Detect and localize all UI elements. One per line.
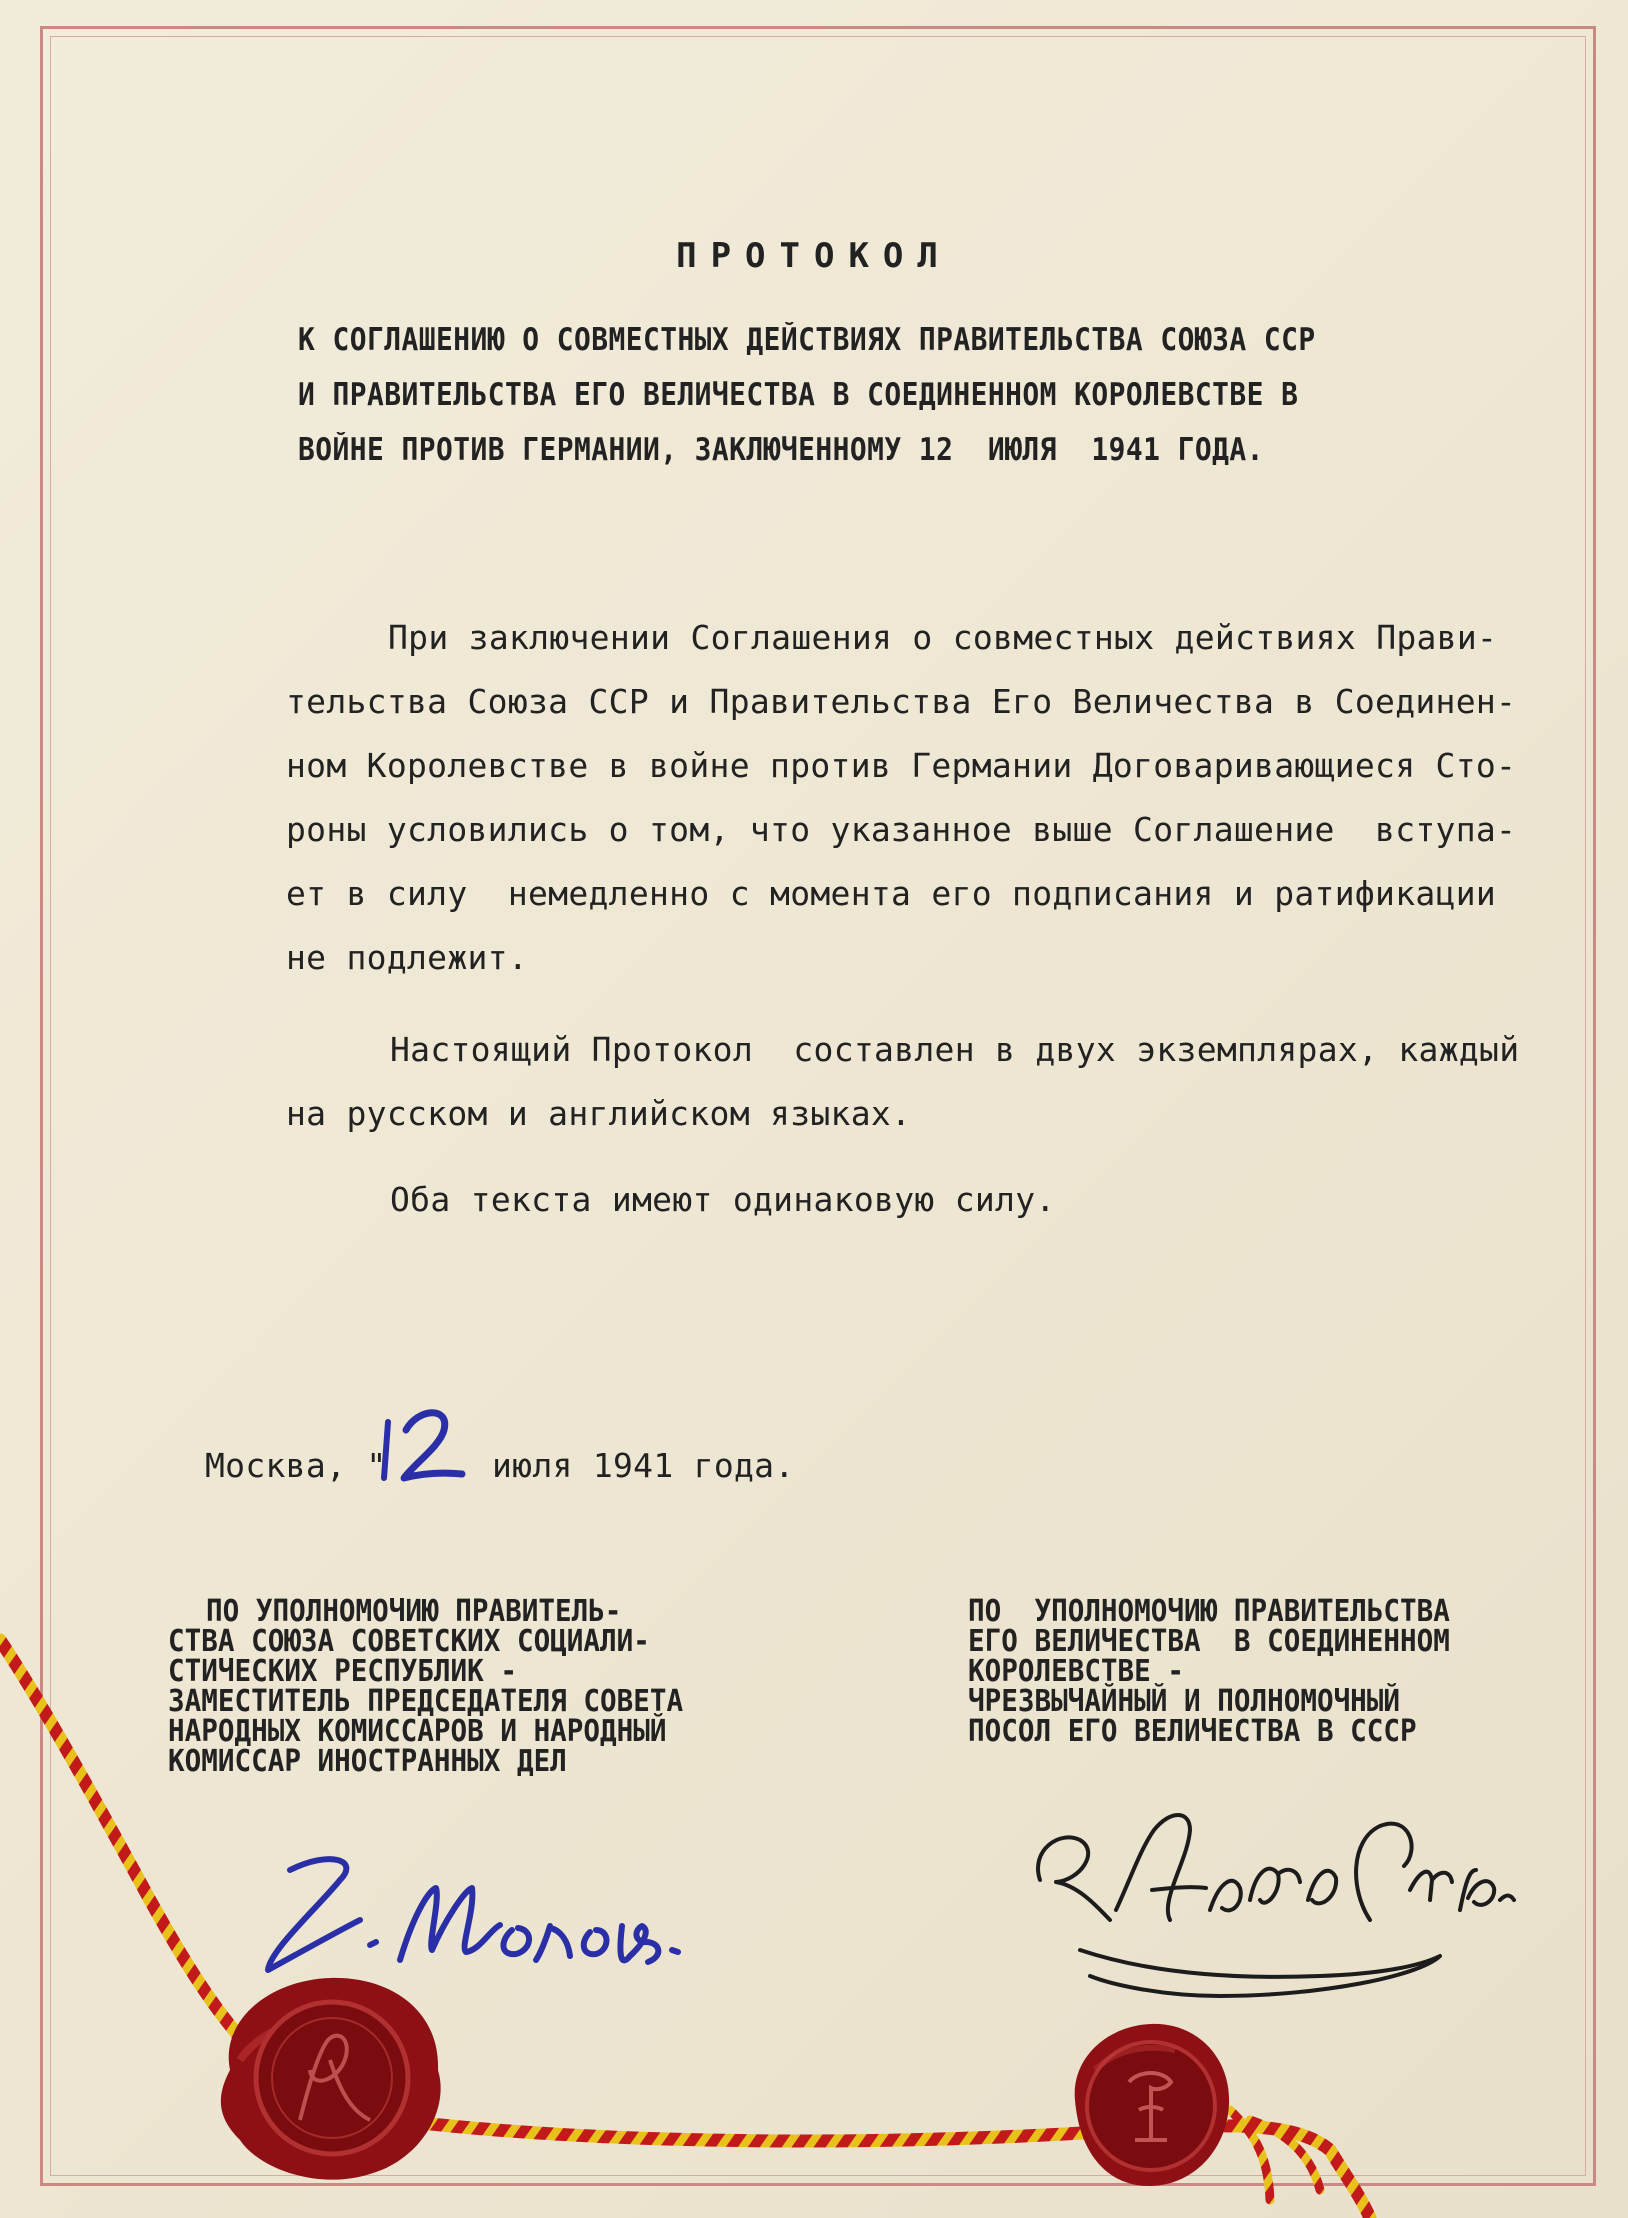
left-authority-line: ПО УПОЛНОМОЧИЮ ПРАВИТЕЛЬ- — [206, 1594, 622, 1629]
right-authority-line: ЕГО ВЕЛИЧЕСТВА В СОЕДИНЕННОМ — [968, 1624, 1450, 1659]
left-authority-line: СТИЧЕСКИХ РЕСПУБЛИК - — [168, 1654, 517, 1689]
left-authority-line: КОМИССАР ИНОСТРАННЫХ ДЕЛ — [168, 1744, 567, 1779]
paragraph-line: на русском и английском языках. — [286, 1094, 912, 1133]
subtitle-line: ВОЙНЕ ПРОТИВ ГЕРМАНИИ, ЗАКЛЮЧЕННОМУ 12 ИЮЛЯ 1941 ГОДА. — [298, 432, 1264, 468]
right-authority-line: ПО УПОЛНОМОЧИЮ ПРАВИТЕЛЬСТВА — [968, 1594, 1450, 1629]
document-title: ПРОТОКОЛ — [676, 236, 952, 276]
subtitle-line: К СОГЛАШЕНИЮ О СОВМЕСТНЫХ ДЕЙСТВИЯХ ПРАВИТЕЛЬСТВА СОЮЗА ССР — [298, 322, 1316, 358]
wax-seal-right — [1055, 2010, 1245, 2200]
wax-seal-left — [200, 1960, 460, 2200]
date-place: Москва, " — [205, 1446, 387, 1485]
date-month-year: июля 1941 года. — [492, 1446, 795, 1485]
paragraph-line: При заключении Соглашения о совместных действиях Прави- — [388, 618, 1498, 657]
left-authority-line: НАРОДНЫХ КОМИССАРОВ И НАРОДНЫЙ — [168, 1714, 667, 1749]
paragraph-line: Оба текста имеют одинаковую силу. — [390, 1180, 1056, 1219]
right-authority-line: ЧРЕЗВЫЧАЙНЫЙ И ПОЛНОМОЧНЫЙ — [968, 1684, 1401, 1719]
paragraph-line: тельства Союза ССР и Правительства Его Величества в Соединен- — [286, 682, 1517, 721]
right-authority-line: ПОСОЛ ЕГО ВЕЛИЧЕСТВА В СССР — [968, 1714, 1417, 1749]
left-authority-line: СТВА СОЮЗА СОВЕТСКИХ СОЦИАЛИ- — [168, 1624, 650, 1659]
paragraph-line: ном Королевстве в войне против Германии Договаривающиеся Сто- — [286, 746, 1517, 785]
paragraph-line: ет в силу немедленно с момента его подписания и ратификации — [286, 874, 1497, 913]
paragraph-line: роны условились о том, что указанное выше Соглашение вступа- — [286, 810, 1517, 849]
paragraph-line: не подлежит. — [286, 938, 529, 977]
paragraph-line: Настоящий Протокол составлен в двух экземплярах, каждый — [390, 1030, 1520, 1069]
subtitle-line: И ПРАВИТЕЛЬСТВА ЕГО ВЕЛИЧЕСТВА В СОЕДИНЕННОМ КОРОЛЕВСТВЕ В — [298, 377, 1299, 413]
right-authority-line: КОРОЛЕВСТВЕ - — [968, 1654, 1185, 1689]
left-authority-line: ЗАМЕСТИТЕЛЬ ПРЕДСЕДАТЕЛЯ СОВЕТА — [168, 1684, 684, 1719]
